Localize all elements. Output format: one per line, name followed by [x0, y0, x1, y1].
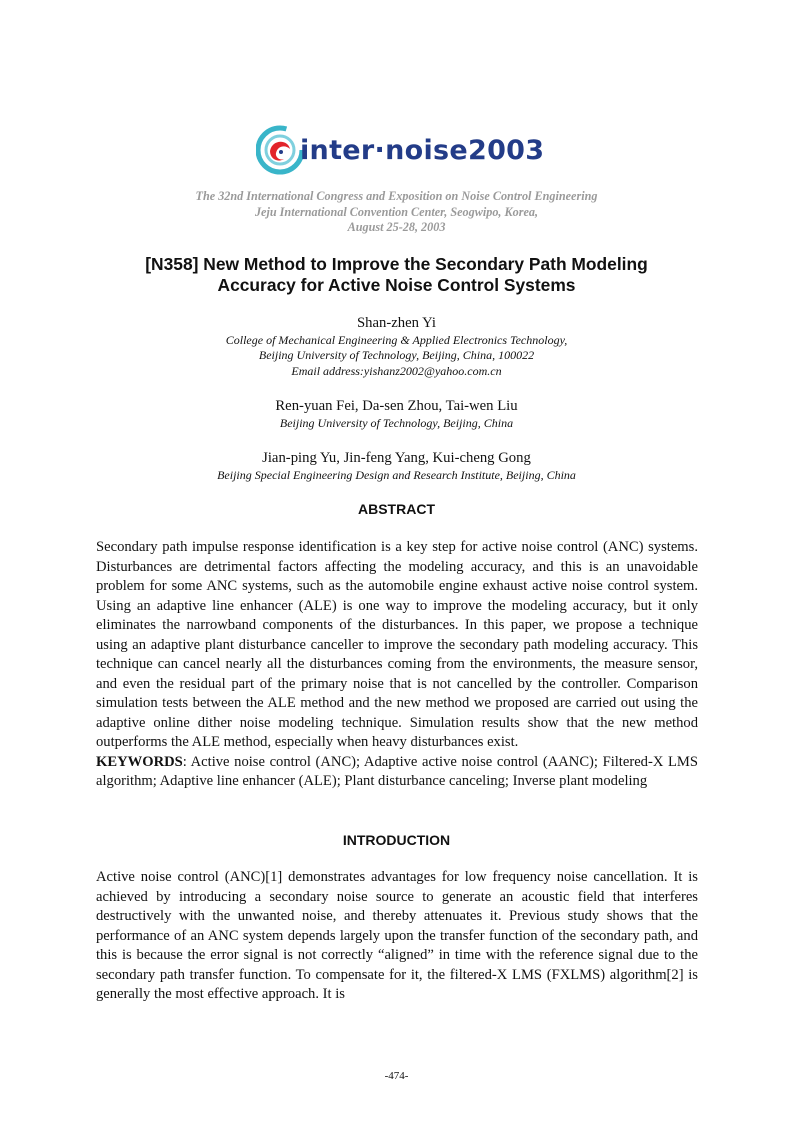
author-block: [0, 314, 793, 379]
paper-title-line: [N358] New Method to Improve the Secondary Path Modeling: [145, 254, 648, 274]
keywords-text: : Active noise control (ANC); Adaptive active noise control (AANC); Filtered-X LMS algorithm; Adaptive line enhancer (ALE); Plant disturbance canceling; Inverse plant modeling: [96, 753, 698, 789]
author-affiliation: Beijing University of Technology, Beijing, China: [279, 416, 514, 430]
conference-logo: [256, 121, 546, 179]
abstract-heading: ABSTRACT: [358, 501, 435, 517]
introduction-heading: INTRODUCTION: [342, 832, 451, 848]
author-affiliation: College of Mechanical Engineering & Applied Electronics Technology,: [225, 333, 568, 347]
author-affiliation: Beijing Special Engineering Design and Research Institute, Beijing, China: [217, 468, 576, 482]
conference-date: August 25-28, 2003: [347, 220, 446, 235]
abstract-text: Secondary path impulse response identification is a key step for active noise control (ANC) systems. Disturbances are detrimental factors affecting the modeling accuracy, and this is an unavoidable problem for some ANC systems, such as the automobile engine exhaust active noise control system. Using an adaptive line enhancer (ALE) is one way to improve the modeling accuracy, but it only eliminates the narrowband components of the disturbances. In this paper, we propose a technique using an adaptive plant disturbance canceller to improve the secondary path modeling accuracy. This technique can cancel nearly all the disturbances coming from the environments, the measure sensor, and even the residual part of the primary noise that is not cancelled by the controller. Comparison simulation tests between the ALE method and the new method we proposed are carried out using the adaptive online dither noise modeling technique. Simulation results show that the new method outperforms the ALE method, especially when heavy disturbances exist.: [96, 539, 698, 750]
page-number: -474-: [384, 1070, 409, 1082]
introduction-body: [96, 868, 698, 1005]
abstract-body: [96, 538, 698, 792]
author-name: Shan-zhen Yi: [357, 315, 436, 331]
paper-title: [60, 254, 733, 295]
author-block: [0, 397, 793, 431]
author-email: Email address:yishanz2002@yahoo.com.cn: [291, 363, 502, 378]
conference-info: [0, 189, 793, 236]
author-block: [0, 449, 793, 483]
keywords-label: KEYWORDS: [96, 753, 183, 770]
paper-title-line: Accuracy for Active Noise Control Systems: [217, 274, 576, 295]
conference-name: The 32nd International Congress and Exposition on Noise Control Engineering: [195, 189, 598, 203]
author-affiliation: Beijing University of Technology, Beijing, China, 100022: [258, 348, 535, 363]
conference-venue: Jeju International Convention Center, Seogwipo, Korea,: [254, 204, 539, 219]
introduction-text: Active noise control (ANC)[1] demonstrates advantages for low frequency noise cancellation. It is achieved by introducing a secondary noise source to generate an acoustic field that interferes destructively with the unwanted noise, and thereby attenuates it. Previous study shows that the performance of an ANC system depends largely upon the transfer function of the secondary path, and this is because the error signal is not correctly “aligned” in time with the reference signal due to the secondary path transfer function. To compensate for it, the filtered-X LMS (FXLMS) algorithm[2] is generally the most effective approach. It is: [96, 869, 698, 1002]
author-name: Jian-ping Yu, Jin-feng Yang, Kui-cheng Gong: [262, 450, 531, 466]
keywords-paragraph: [96, 753, 698, 792]
author-name: Ren-yuan Fei, Da-sen Zhou, Tai-wen Liu: [275, 398, 518, 414]
logo-text: inter·noise2003: [300, 135, 545, 166]
